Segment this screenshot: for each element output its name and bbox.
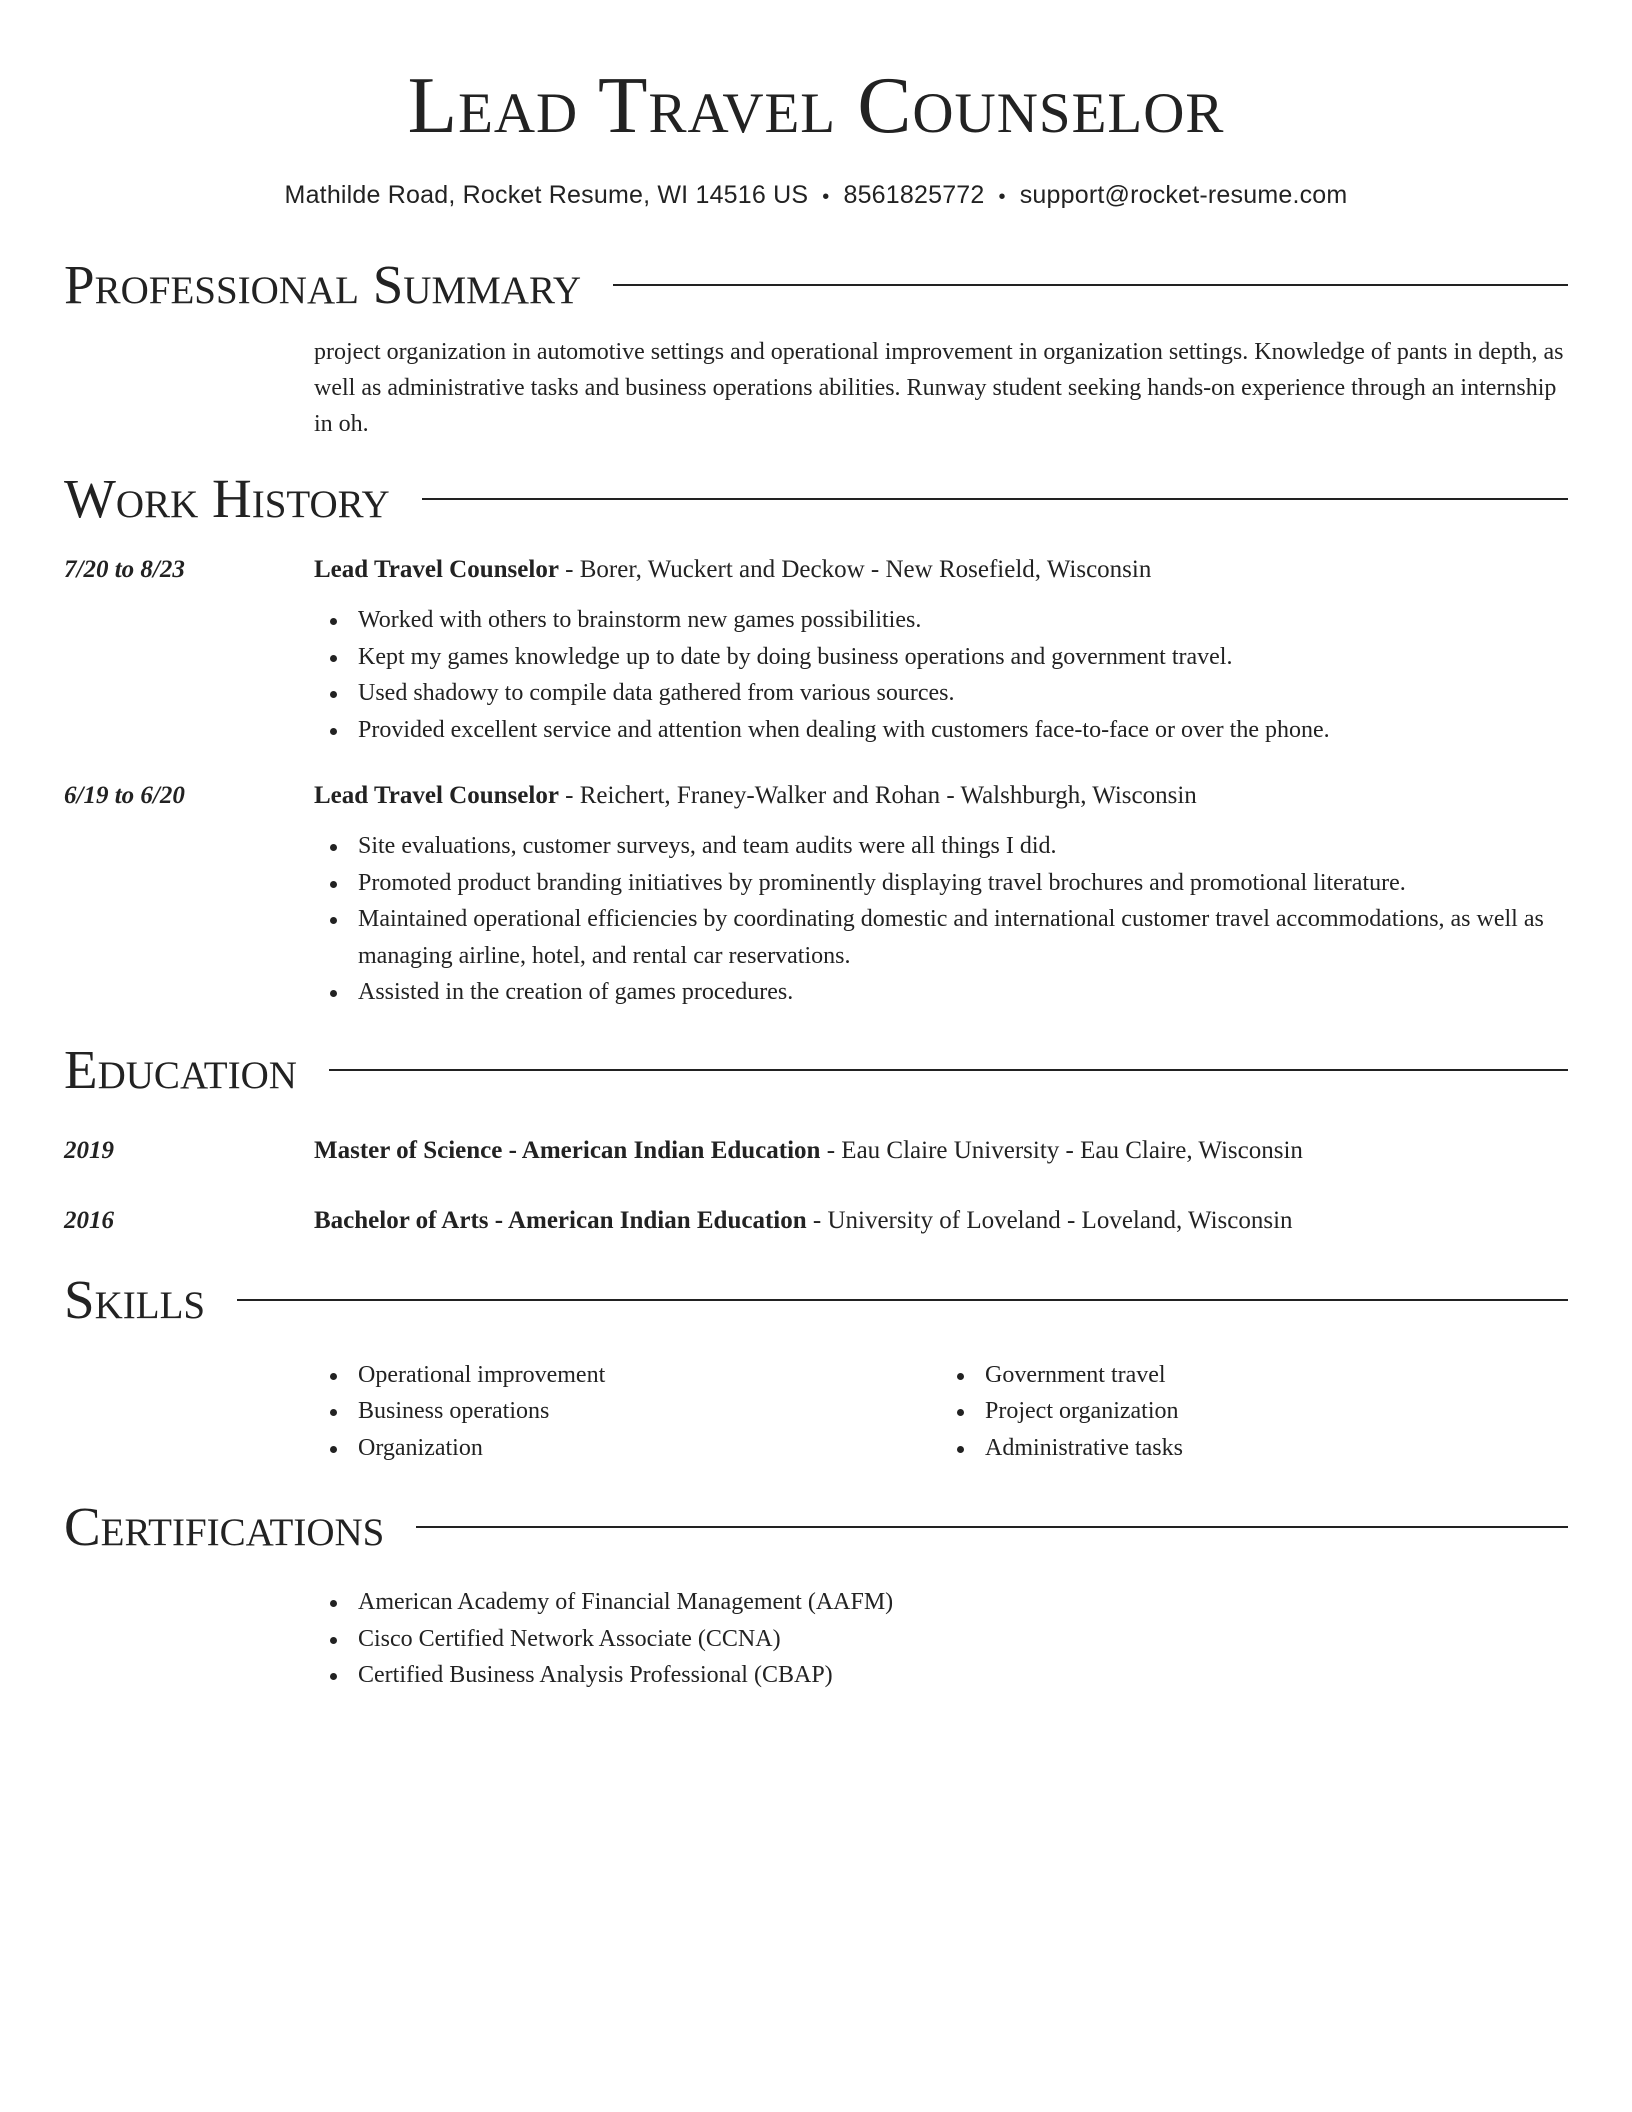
job-title: Lead Travel Counselor xyxy=(314,556,559,583)
section-divider xyxy=(237,1299,1568,1301)
list-item: Business operations xyxy=(358,1393,941,1430)
list-item: Provided excellent service and attention when dealing with customers face-to-face or over the phone. xyxy=(358,712,1568,749)
job-bullets xyxy=(314,828,1568,1011)
skills-section-header xyxy=(64,1265,1568,1335)
list-item: Worked with others to brainstorm new games possibilities. xyxy=(358,602,1568,639)
certifications-bullets xyxy=(314,1584,1568,1694)
list-item: Operational improvement xyxy=(358,1357,941,1394)
summary-section-header xyxy=(64,250,1568,320)
contact-phone: 8561825772 xyxy=(843,181,985,209)
education-year: 2019 xyxy=(64,1136,114,1164)
list-item: Used shadowy to compile data gathered from various sources. xyxy=(358,675,1568,712)
contact-separator: • xyxy=(822,186,830,208)
section-divider xyxy=(422,498,1568,500)
certifications-section-header xyxy=(64,1492,1568,1562)
list-item: Government travel xyxy=(985,1357,1568,1394)
contact-separator: • xyxy=(998,186,1006,208)
section-title: Certifications xyxy=(64,1496,385,1557)
summary-text: project organization in automotive settings and operational improvement in organization settings. Knowledge of pants in depth, as well as administrative tasks and business operations abilities. Runway student seeking hands-on experience through an internship in oh. xyxy=(314,339,1564,437)
contact-line xyxy=(64,178,1568,214)
section-title: Education xyxy=(64,1038,297,1100)
contact-email: support@rocket-resume.com xyxy=(1019,181,1348,209)
skills-column-left xyxy=(314,1357,941,1467)
list-item: Administrative tasks xyxy=(985,1430,1568,1467)
list-item: Organization xyxy=(358,1430,941,1467)
list-item: American Academy of Financial Management (AAFM) xyxy=(358,1584,1568,1621)
job-bullets xyxy=(314,602,1568,748)
section-divider xyxy=(329,1069,1568,1071)
education-degree: Bachelor of Arts - American Indian Education xyxy=(314,1206,807,1234)
education-degree: Master of Science - American Indian Education xyxy=(314,1136,821,1164)
list-item: Promoted product branding initiatives by prominently displaying travel brochures and promotional literature. xyxy=(358,865,1568,902)
list-item: Cisco Certified Network Associate (CCNA) xyxy=(358,1621,1568,1658)
job-employer: - Reichert, Franey-Walker and Rohan - Walshburgh, Wisconsin xyxy=(558,782,1197,809)
education-entry xyxy=(64,1203,1568,1239)
list-item: Site evaluations, customer surveys, and team audits were all things I did. xyxy=(358,828,1568,865)
section-title: Professional Summary xyxy=(64,254,582,315)
skills-column-right xyxy=(941,1357,1568,1467)
job-entry xyxy=(64,552,1568,748)
job-title-line xyxy=(314,552,1568,588)
job-entry xyxy=(64,778,1568,1011)
list-item: Certified Business Analysis Professional (CBAP) xyxy=(358,1657,1568,1694)
list-item: Maintained operational efficiencies by coordinating domestic and international customer travel accommodations, as well as managing airline, hotel, and rental car reservations. xyxy=(358,901,1568,974)
education-entry xyxy=(64,1133,1568,1169)
education-section-header xyxy=(64,1035,1568,1105)
job-title: Lead Travel Counselor xyxy=(314,782,559,809)
section-title: Skills xyxy=(64,1268,206,1330)
job-employer: - Borer, Wuckert and Deckow - New Rosefield, Wisconsin xyxy=(558,556,1152,583)
candidate-name: Lead Travel Counselor xyxy=(407,60,1225,150)
education-school: - University of Loveland - Loveland, Wisconsin xyxy=(806,1206,1293,1234)
list-item: Project organization xyxy=(985,1393,1568,1430)
list-item: Assisted in the creation of games procedures. xyxy=(358,974,1568,1011)
section-title: Work History xyxy=(64,468,390,529)
skills-list xyxy=(314,1357,1568,1467)
job-dates: 7/20 to 8/23 xyxy=(64,556,185,583)
job-dates: 6/19 to 6/20 xyxy=(64,782,185,809)
education-school: - Eau Claire University - Eau Claire, Wisconsin xyxy=(820,1136,1303,1164)
job-title-line xyxy=(314,778,1568,814)
section-divider xyxy=(416,1526,1568,1528)
contact-address: Mathilde Road, Rocket Resume, WI 14516 US xyxy=(284,181,809,209)
work-section-header xyxy=(64,464,1568,534)
list-item: Kept my games knowledge up to date by doing business operations and government travel. xyxy=(358,639,1568,676)
certifications-list xyxy=(314,1584,1568,1694)
section-divider xyxy=(613,284,1568,286)
education-year: 2016 xyxy=(64,1206,114,1234)
